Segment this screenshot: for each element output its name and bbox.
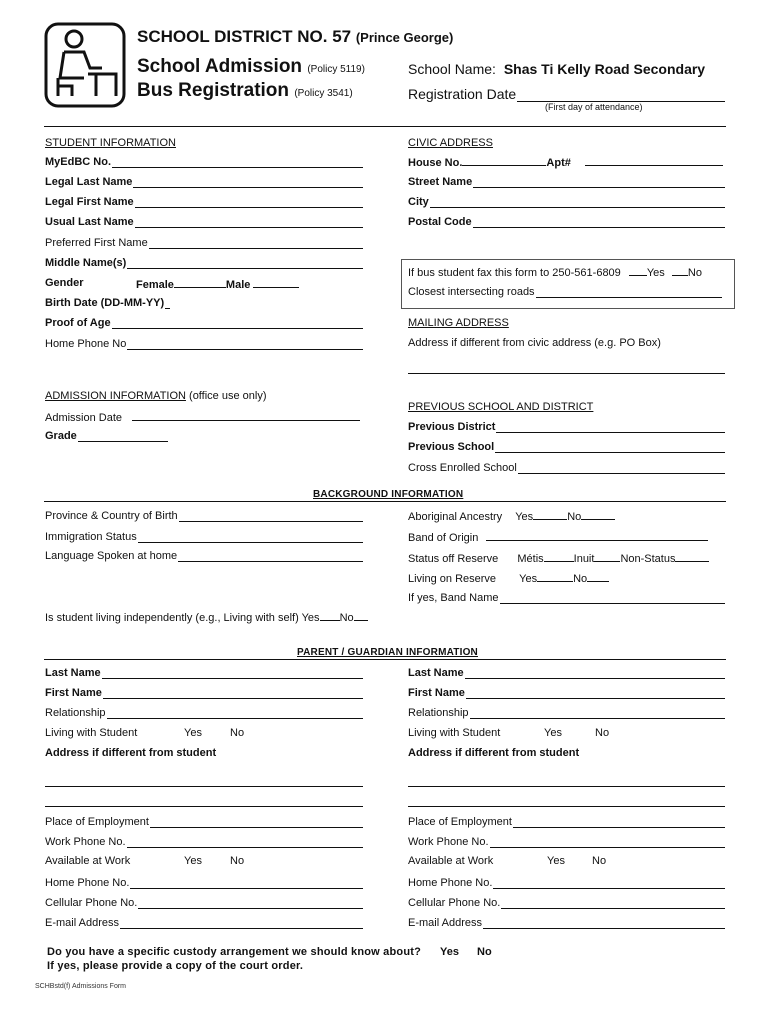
parent2-address-line-2[interactable]	[408, 806, 725, 807]
admission-date-field[interactable]: Admission Date	[45, 410, 360, 424]
custody-no[interactable]: No	[477, 946, 492, 958]
previous-district-field[interactable]: Previous District	[408, 420, 725, 433]
parent2-living-yes[interactable]: Yes	[544, 727, 562, 739]
postal-code-field[interactable]: Postal Code	[408, 215, 725, 228]
parent2-relationship-field[interactable]: Relationship	[408, 706, 725, 719]
aboriginal-ancestry-field[interactable]: Aboriginal Ancestry Yes No	[408, 509, 615, 523]
header-divider	[44, 126, 726, 127]
immigration-status-field[interactable]: Immigration Status	[45, 530, 363, 543]
form-id: SCHBstd(f) Admissions Form	[35, 983, 127, 990]
parent2-available-label: Available at Work	[408, 855, 494, 867]
parent1-available-no[interactable]: No	[230, 855, 245, 867]
parent2-last-name-field[interactable]: Last Name	[408, 666, 725, 679]
home-phone-field[interactable]: Home Phone No	[45, 337, 363, 350]
parent1-work-phone-field[interactable]: Work Phone No.	[45, 835, 363, 848]
intersecting-roads-field[interactable]: Closest intersecting roads	[408, 285, 722, 298]
student-info-heading: STUDENT INFORMATION	[45, 137, 176, 149]
mailing-address-heading: MAILING ADDRESS	[408, 317, 509, 329]
parent-info-heading: PARENT / GUARDIAN INFORMATION	[297, 647, 478, 658]
parent-divider	[44, 659, 726, 660]
band-name-field[interactable]: If yes, Band Name	[408, 591, 725, 604]
living-independently-field[interactable]: Is student living independently (e.g., Living with self) Yes No	[45, 610, 368, 624]
parent2-employment-field[interactable]: Place of Employment	[408, 815, 725, 828]
parent1-first-name-field[interactable]: First Name	[45, 686, 363, 699]
parent2-work-phone-field[interactable]: Work Phone No.	[408, 835, 725, 848]
grade-field[interactable]: Grade	[45, 429, 168, 442]
background-divider	[44, 501, 726, 502]
parent1-living-no[interactable]: No	[230, 727, 245, 739]
legal-first-name-field[interactable]: Legal First Name	[45, 195, 363, 208]
preferred-first-name-field[interactable]: Preferred First Name	[45, 236, 363, 249]
birth-date-field[interactable]: Birth Date (DD-MM-YY)	[45, 296, 170, 309]
middle-names-field[interactable]: Middle Name(s)	[45, 256, 363, 269]
parent2-available-no[interactable]: No	[592, 855, 607, 867]
parent1-living-label: Living with Student	[45, 727, 138, 739]
district-title: SCHOOL DISTRICT NO. 57 (Prince George)	[137, 27, 454, 46]
parent2-first-name-field[interactable]: First Name	[408, 686, 725, 699]
gender-female-field[interactable]: Female Male	[136, 277, 299, 291]
bus-title: Bus Registration (Policy 3541)	[137, 80, 353, 101]
status-off-reserve-field[interactable]: Status off Reserve Métis Inuit Non-Status	[408, 551, 709, 565]
street-name-field[interactable]: Street Name	[408, 175, 725, 188]
city-field[interactable]: City	[408, 195, 725, 208]
custody-yes[interactable]: Yes	[440, 946, 459, 958]
parent1-relationship-field[interactable]: Relationship	[45, 706, 363, 719]
bus-fax-line[interactable]: If bus student fax this form to 250-561-6809 Yes No	[408, 267, 702, 279]
proof-of-age-field[interactable]: Proof of Age	[45, 316, 363, 329]
parent1-available-label: Available at Work	[45, 855, 131, 867]
parent2-email-field[interactable]: E-mail Address	[408, 916, 725, 929]
living-on-reserve-field[interactable]: Living on Reserve Yes No	[408, 571, 609, 585]
first-day-note: (First day of attendance)	[545, 102, 643, 112]
parent1-cell-phone-field[interactable]: Cellular Phone No.	[45, 896, 363, 909]
band-of-origin-field[interactable]: Band of Origin	[408, 530, 708, 544]
myedbc-field[interactable]: MyEdBC No.	[45, 155, 363, 168]
previous-school-field[interactable]: Previous School	[408, 440, 725, 453]
civic-address-heading: CIVIC ADDRESS	[408, 137, 493, 149]
parent1-last-name-field[interactable]: Last Name	[45, 666, 363, 679]
parent1-address-label: Address if different from student	[45, 747, 217, 759]
cross-enrolled-field[interactable]: Cross Enrolled School	[408, 461, 725, 474]
custody-note: If yes, please provide a copy of the court order.	[47, 960, 304, 972]
parent1-employment-field[interactable]: Place of Employment	[45, 815, 363, 828]
mailing-address-line[interactable]	[408, 373, 725, 374]
registration-date-field[interactable]: Registration Date	[408, 86, 725, 102]
parent1-address-line-2[interactable]	[45, 806, 363, 807]
parent1-living-yes[interactable]: Yes	[184, 727, 202, 739]
usual-last-name-field[interactable]: Usual Last Name	[45, 215, 363, 228]
district-logo	[44, 22, 126, 108]
parent2-address-label: Address if different from student	[408, 747, 580, 759]
house-number-field[interactable]: House No. Apt#	[408, 155, 723, 169]
parent2-cell-phone-field[interactable]: Cellular Phone No.	[408, 896, 725, 909]
parent2-address-line-1[interactable]	[408, 786, 725, 787]
birth-place-field[interactable]: Province & Country of Birth	[45, 509, 363, 522]
custody-question: Do you have a specific custody arrangement we should know about?	[47, 946, 422, 958]
previous-school-heading: PREVIOUS SCHOOL AND DISTRICT	[408, 401, 594, 413]
parent2-home-phone-field[interactable]: Home Phone No.	[408, 876, 725, 889]
parent1-available-yes[interactable]: Yes	[184, 855, 202, 867]
parent2-available-yes[interactable]: Yes	[547, 855, 565, 867]
parent2-living-no[interactable]: No	[595, 727, 610, 739]
parent2-living-label: Living with Student	[408, 727, 501, 739]
admission-info-heading: ADMISSION INFORMATION (office use only)	[45, 390, 267, 402]
parent1-address-line-1[interactable]	[45, 786, 363, 787]
admission-title: School Admission (Policy 5119)	[137, 56, 365, 77]
parent1-home-phone-field[interactable]: Home Phone No.	[45, 876, 363, 889]
parent1-email-field[interactable]: E-mail Address	[45, 916, 363, 929]
gender-label: Gender	[45, 277, 84, 289]
student-at-desk-icon	[44, 22, 126, 108]
school-name-field: School Name: Shas Ti Kelly Road Secondary	[408, 61, 706, 77]
legal-last-name-field[interactable]: Legal Last Name	[45, 175, 363, 188]
mailing-address-note: Address if different from civic address (e.g. PO Box)	[408, 337, 661, 349]
background-info-heading: BACKGROUND INFORMATION	[313, 489, 464, 500]
language-field[interactable]: Language Spoken at home	[45, 549, 363, 562]
